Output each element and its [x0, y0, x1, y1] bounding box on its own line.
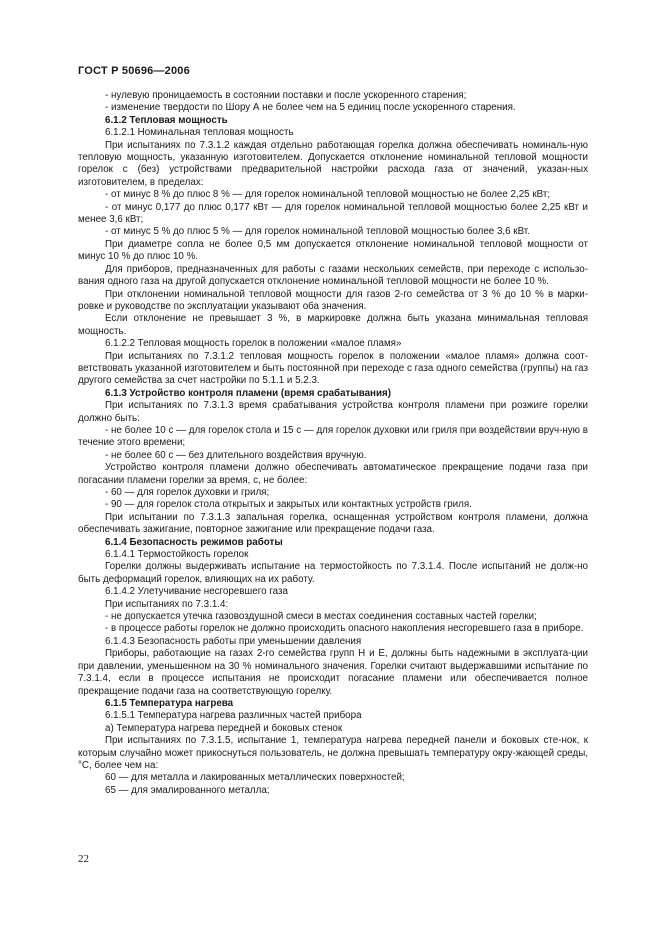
paragraph: 6.1.5.1 Температура нагрева различных частей прибора [105, 710, 362, 722]
paragraph: При испытаниях по 7.3.1.2 тепловая мощность горелок в положении «малое пламя» должна соот-ветствовать указанной изготовителем и быть постоянной при переходе с газа одного семейства (группы) на газ другого семейства за счет настройки по 5.1.1 и 5.2.3. [78, 350, 588, 387]
paragraph: 6.1.2.1 Номинальная тепловая мощность [105, 127, 294, 139]
list-item: - не более 10 с — для горелок стола и 15 с — для горелок духовки или гриля при воздействии вруч-ную в течение этого времени; [78, 424, 588, 449]
paragraph: Если отклонение не превышает 3 %, в маркировке должна быть указана минимальная тепловая мощность. [78, 313, 588, 337]
paragraph: Для приборов, предназначенных для работы с газами нескольких семейств, при переходе с использо-вания одного газа на другой допускается отклонение номинальной тепловой мощности не более 10 %. [78, 263, 588, 288]
list-item: - от минус 5 % до плюс 5 % — для горелок номинальной тепловой мощностью более 3,6 кВт. [105, 226, 530, 238]
list-item: - от минус 8 % до плюс 8 % — для горелок номинальной тепловой мощностью не более 2,25 кВт; [105, 189, 551, 201]
list-item: - не допускается утечка газовоздушной смеси в местах соединения составных частей горелки; [105, 611, 537, 623]
list-item: - 90 — для горелок стола открытых и закрытых или контактных устройств гриля. [105, 499, 472, 511]
section-heading: 6.1.4 Безопасность режимов работы [105, 536, 283, 548]
paragraph: При диаметре сопла не более 0,5 мм допускается отклонение номинальной тепловой мощности от минус 10 % до плюс 10 %. [78, 238, 588, 263]
document-header: ГОСТ Р 50696—2006 [78, 65, 190, 77]
paragraph: При испытаниях по 7.3.1.5, испытание 1, температура нагрева передней панели и боковых сте-нок, к которым случайно может прикоснуться пользователь, не должна превышать температуру окру-жающей среды, °С, более чем на: [78, 735, 588, 771]
list-item: - 60 — для горелок духовки и гриля; [105, 487, 270, 498]
section-heading: 6.1.5 Температура нагрева [105, 697, 234, 709]
paragraph: 60 — для металла и лакированных металлических поверхностей; [105, 772, 405, 784]
paragraph: При испытаниях по 7.3.1.4: [105, 598, 229, 610]
paragraph: При испытании по 7.3.1.3 запальная горелка, оснащенная устройством контроля пламени, должна обеспечивать зажигание, повторное зажигание или прекращение подачи газа. [78, 511, 588, 536]
document-body [78, 90, 588, 797]
paragraph: Горелки должны выдерживать испытание на термостойкость по 7.3.1.4. После испытаний не долж-но быть деформаций горелок, влияющих на их работу. [78, 561, 588, 585]
list-item: - изменение твердости по Шору А не более чем на 5 единиц после ускоренного старения. [105, 102, 516, 114]
paragraph: Приборы, работающие на газах 2-го семейства групп Н и Е, должны быть надежными в эксплуата-ции при давлении, уменьшенном на 30 % номинального значения. Горелки считают выдержавшими испытание по 7.3.1.4, если в процессе испытания не происходит погасание пламени или обеспечивается полное прекращение подачи газа на соответствующую горелку. [78, 648, 588, 697]
paragraph: Устройство контроля пламени должно обеспечивать автоматическое прекращение подачи газа при погасании пламени горелки за время, с, не более: [78, 462, 588, 486]
paragraph: 6.1.2.2 Тепловая мощность горелок в положении «малое пламя» [105, 338, 402, 350]
list-item: - не более 60 с — без длительного воздействия вручную. [105, 449, 367, 461]
list-item: - нулевую проницаемость в состоянии поставки и после ускоренного старения; [105, 90, 467, 101]
paragraph: При отклонении номинальной тепловой мощности для газов 2-го семейства от 3 % до 10 % в марки-ровке и руководстве по эксплуатации указывают оба значения. [78, 288, 588, 312]
list-item: - от минус 0,177 до плюс 0,177 кВт — для горелок номинальной тепловой мощностью более 2,25 кВт и менее 3,6 кВт; [78, 201, 588, 226]
paragraph: 6.1.4.2 Улетучивание несгоревшего газа [105, 586, 288, 598]
section-heading: 6.1.2 Тепловая мощность [105, 114, 228, 126]
paragraph: При испытаниях по 7.3.1.3 время срабатывания устройства контроля пламени при розжиге горелки должно быть: [78, 400, 588, 424]
paragraph: а) Температура нагрева передней и боковых стенок [105, 722, 343, 734]
list-item: - в процессе работы горелок не должно происходить опасного накопления несгоревшего газа в приборе. [105, 623, 584, 635]
paragraph: 65 — для эмалированного металла; [105, 784, 270, 796]
section-heading: 6.1.3 Устройство контроля пламени (время срабатывания) [105, 387, 391, 399]
paragraph: 6.1.4.3 Безопасность работы при уменьшении давления [105, 635, 362, 647]
page-number: 22 [78, 853, 89, 865]
paragraph: При испытаниях по 7.3.1.2 каждая отдельно работающая горелка должна обеспечивать номиналь-ную тепловую мощность, указанную изготовителем. Допускается отклонение номинальной тепловой мощности горелок с (без) устройствами предварительной настройки расхода газа от значений, указан-ных изготовителем, в пределах: [78, 139, 588, 188]
paragraph: 6.1.4.1 Термостойкость горелок [105, 549, 249, 561]
